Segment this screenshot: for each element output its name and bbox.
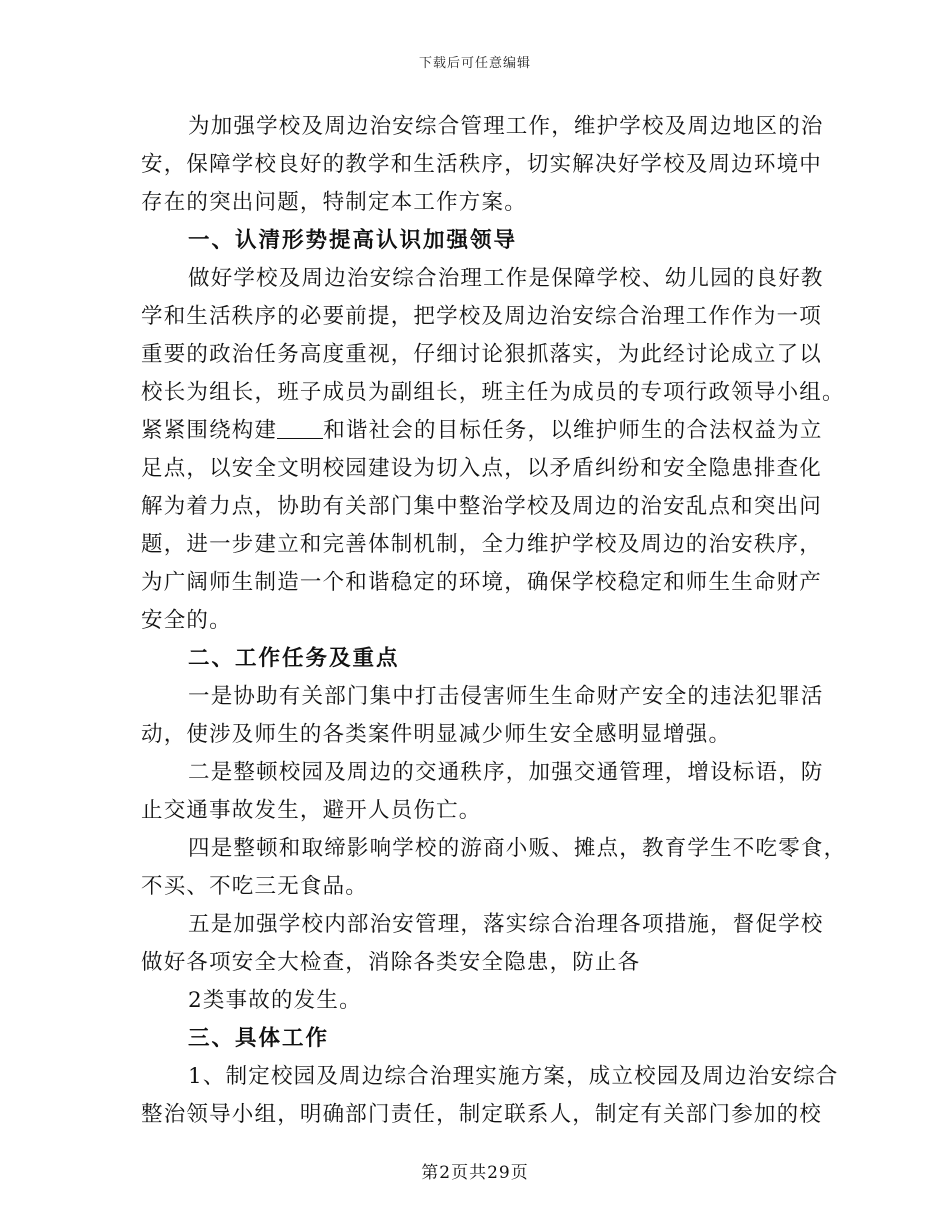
paragraph-line: 做好学校及周边治安综合治理工作是保障学校、幼儿园的良好教 — [188, 266, 824, 291]
paragraph-line: 一是协助有关部门集中打击侵害师生生命财产安全的违法犯罪活 — [188, 684, 824, 709]
paragraph-line: 做好各项安全大检查，消除各类安全隐患，防止各 — [141, 950, 641, 975]
paragraph-line: 校长为组长，班子成员为副组长，班主任为成员的专项行政领导小组。 — [141, 380, 845, 405]
section-heading-1: 一、认清形势提高认识加强领导 — [188, 228, 518, 253]
paragraph-line: 止交通事故发生，避开人员伤亡。 — [141, 798, 482, 823]
page-number-footer: 第2页共29页 — [421, 1163, 529, 1183]
paragraph-line: 安全的。 — [141, 608, 232, 633]
section-heading-2: 二、工作任务及重点 — [188, 646, 400, 671]
paragraph-line: 安，保障学校良好的教学和生活秩序，切实解决好学校及周边环境中 — [141, 152, 823, 177]
paragraph-line: 2类事故的发生。 — [188, 988, 362, 1013]
document-body — [141, 108, 847, 1134]
paragraph-line: 为加强学校及周边治安综合管理工作，维护学校及周边地区的治 — [188, 114, 824, 139]
paragraph-line: 不买、不吃三无食品。 — [141, 874, 369, 899]
section-heading-3: 三、具体工作 — [188, 1026, 330, 1051]
paragraph-line: 存在的突出问题，特制定本工作方案。 — [141, 190, 527, 215]
paragraph-line: 五是加强学校内部治安管理，落实综合治理各项措施，督促学校 — [188, 912, 824, 937]
line-segment: 和谐社会的目标任务，以维护师生的合法权益为立 — [323, 418, 823, 443]
paragraph-line: 动，使涉及师生的各类案件明显减少师生安全感明显增强。 — [141, 722, 732, 747]
paragraph-line: 1、制定校园及周边综合治理实施方案，成立校园及周边治安综合 — [188, 1064, 839, 1089]
line-segment: 紧紧围绕构建 — [141, 418, 278, 443]
page-header-note: 下载后可任意编辑 — [418, 56, 531, 71]
paragraph-line: 足点，以安全文明校园建设为切入点，以矛盾纠纷和安全隐患排查化 — [141, 456, 823, 481]
paragraph-line: 四是整顿和取缔影响学校的游商小贩、摊点，教育学生不吃零食， — [188, 836, 847, 861]
paragraph-line: 题，进一步建立和完善体制机制，全力维护学校及周边的治安秩序， — [141, 532, 823, 557]
paragraph-line: 整治领导小组，明确部门责任，制定联系人，制定有关部门参加的校 — [141, 1102, 823, 1127]
paragraph-line: 解为着力点，协助有关部门集中整治学校及周边的治安乱点和突出问 — [141, 494, 823, 519]
paragraph-line: 重要的政治任务高度重视，仔细讨论狠抓落实，为此经讨论成立了以 — [141, 342, 823, 367]
paragraph-line: 为广阔师生制造一个和谐稳定的环境，确保学校稳定和师生生命财产 — [141, 570, 823, 595]
paragraph-line: 二是整顿校园及周边的交通秩序，加强交通管理，增设标语，防 — [188, 760, 824, 785]
fill-in-blank — [277, 414, 323, 439]
paragraph-line: 学和生活秩序的必要前提，把学校及周边治安综合治理工作作为一项 — [141, 304, 823, 329]
paragraph-line-with-blank — [141, 412, 823, 450]
